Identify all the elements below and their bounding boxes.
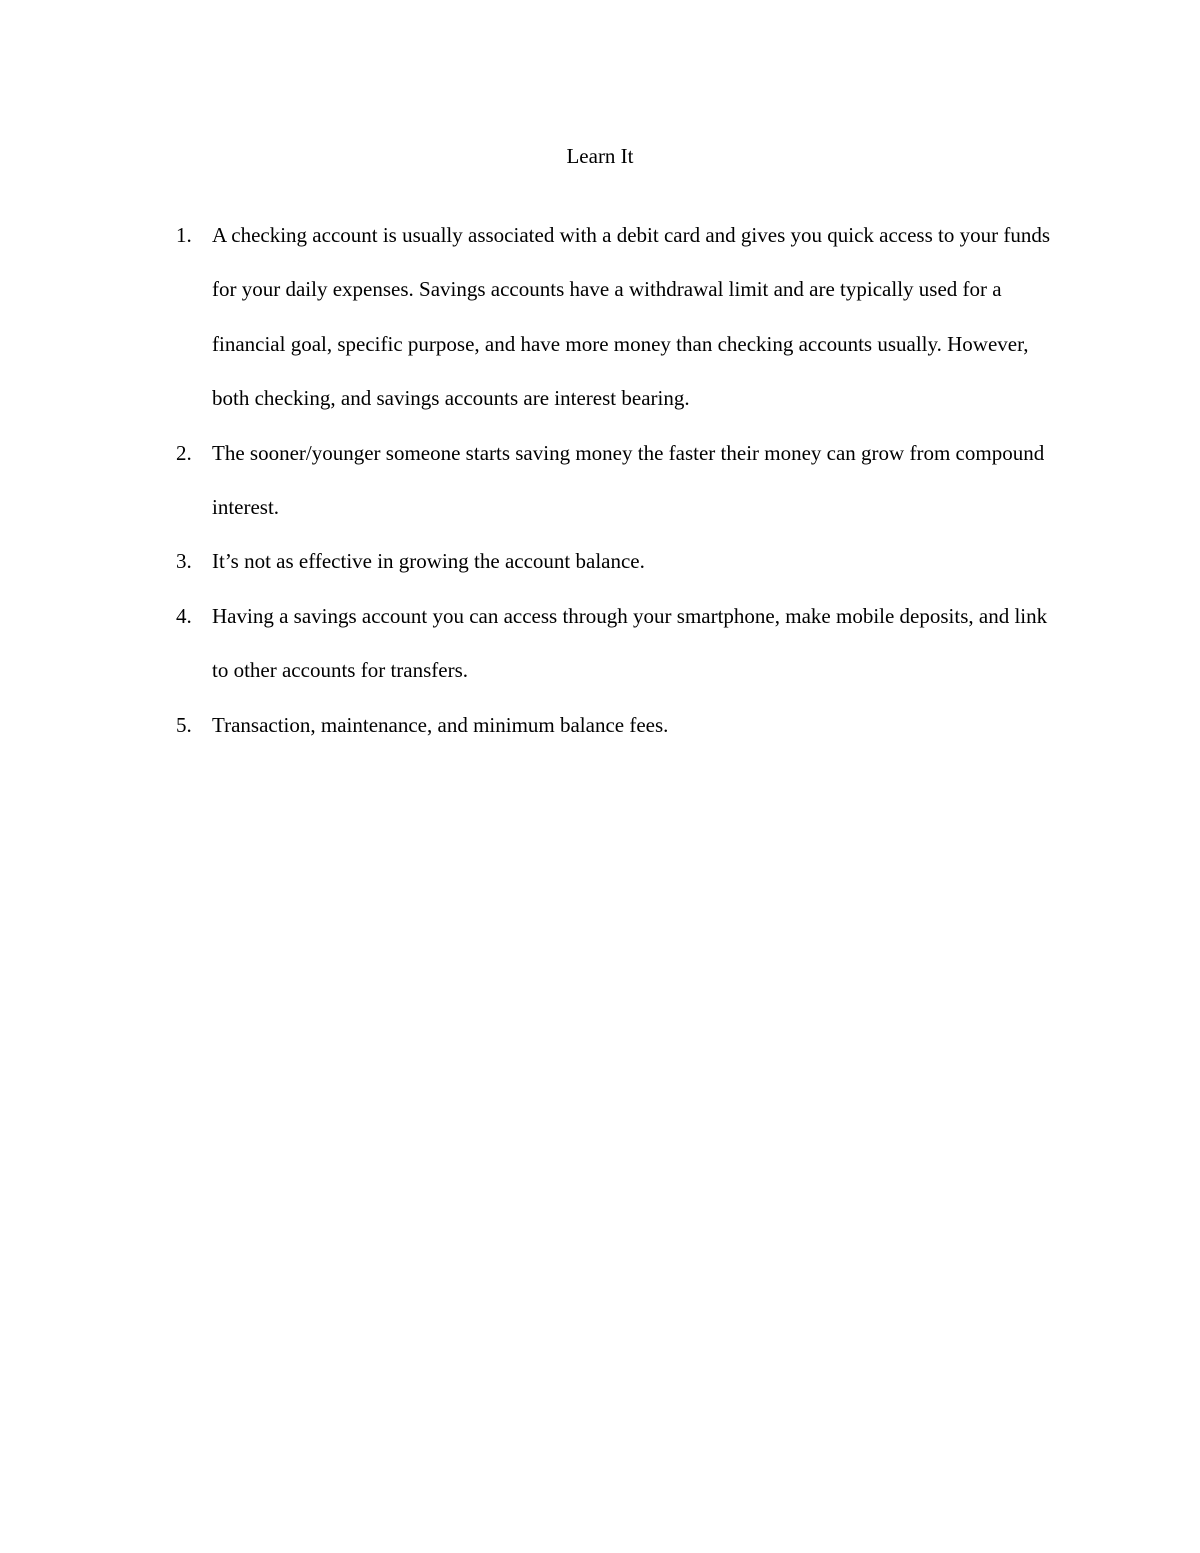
item-number: 5. [176,712,192,737]
item-text: Transaction, maintenance, and minimum balance fees. [212,712,669,737]
item-text: It’s not as effective in growing the account balance. [212,549,645,574]
item-number: 3. [176,549,192,574]
list-item [150,208,1060,426]
list-item [150,698,1060,752]
list-item [150,426,1060,535]
item-number: 2. [176,440,192,465]
answer-list [150,208,1060,752]
item-number: 4. [176,603,192,628]
page-title: Learn It [566,144,634,168]
list-item [150,589,1060,698]
item-text: The sooner/younger someone starts saving money the faster their money can grow from compound interest. [212,440,1045,520]
item-text: A checking account is usually associated with a debit card and gives you quick access to your funds for your daily expenses. Savings accounts have a withdrawal limit and are typically used for a financial goal, specific purpose, and have more money than checking accounts usually. However, both checking, and savings accounts are interest bearing. [212,223,1051,411]
item-number: 1. [176,223,192,247]
item-text: Having a savings account you can access through your smartphone, make mobile deposits, and link to other accounts for transfers. [212,603,1048,683]
list-item [150,534,1060,588]
